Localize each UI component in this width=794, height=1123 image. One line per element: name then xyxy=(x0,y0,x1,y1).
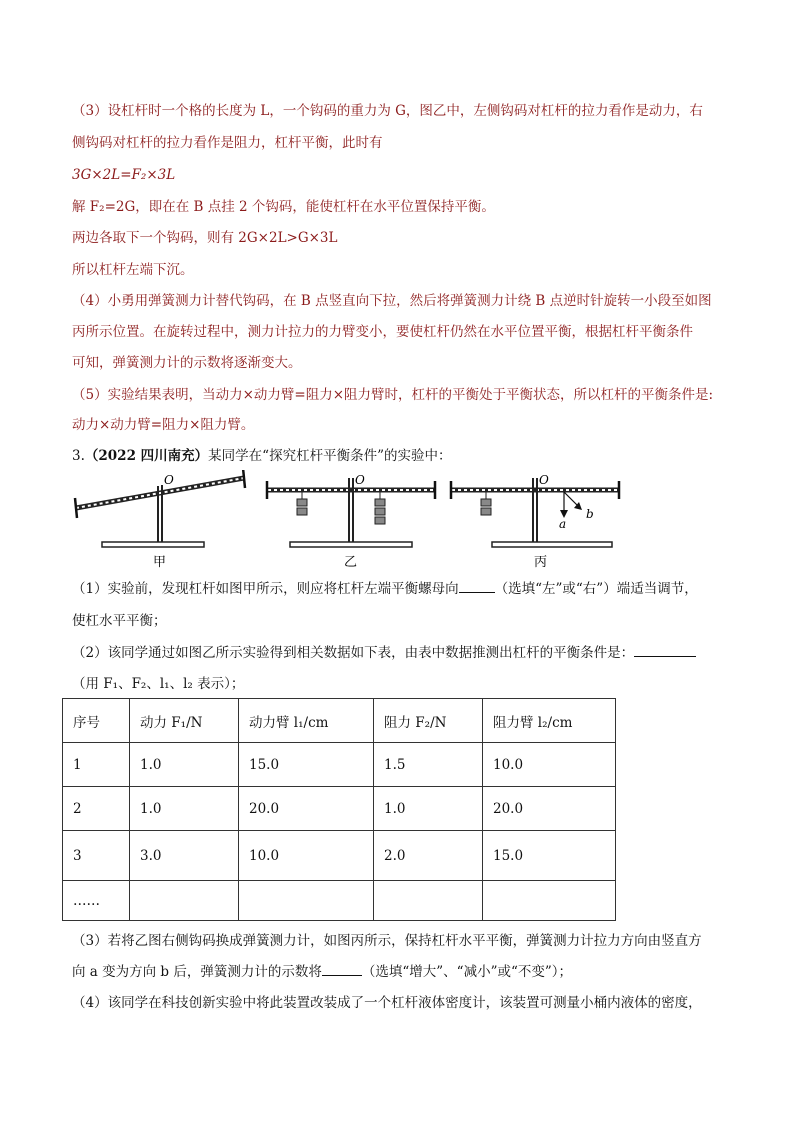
answer-blank-3[interactable] xyxy=(322,975,362,976)
table-cell: 20.0 xyxy=(239,787,374,831)
table-cell: …… xyxy=(63,881,130,921)
solution-p3-line1: （3）设杠杆时一个格的长度为 L，一个钩码的重力为 G，图乙中，左侧钩码对杠杆的拉力看作是动力，右 xyxy=(72,103,703,119)
solution-equation-2: 解 F₂=2G，即在在 B 点挂 2 个钩码，能使杠杆在水平位置保持平衡。 xyxy=(72,199,495,215)
table-cell: 20.0 xyxy=(483,787,616,831)
question-stem-text: 某同学在“探究杠杆平衡条件”的实验中： xyxy=(208,448,452,464)
yi-pivot-label: O xyxy=(355,473,365,487)
table-row xyxy=(63,743,616,787)
table-header-row xyxy=(63,699,616,743)
solution-p5-line2: 动力×动力臂=阻力×阻力臂。 xyxy=(72,417,255,433)
question-2-line1 xyxy=(72,644,696,662)
table-cell: 1.0 xyxy=(130,787,239,831)
solution-p4-line3: 可知，弹簧测力计的示数将逐渐变大。 xyxy=(72,355,302,371)
solution-equation-3: 两边各取下一个钩码，则有 2G×2L>G×3L xyxy=(72,230,338,246)
solution-p4-line1: （4）小勇用弹簧测力计替代钩码，在 B 点竖直向下拉，然后将弹簧测力计绕 B 点逆时针旋转一小段至如图 xyxy=(72,293,712,309)
table-cell: 3.0 xyxy=(130,831,239,881)
question-1-line2: 使杠水平平衡； xyxy=(72,613,167,629)
table-cell: 1 xyxy=(63,743,130,787)
caption-bing: 丙 xyxy=(534,555,548,570)
table-cell: 2.0 xyxy=(374,831,483,881)
table-row xyxy=(63,787,616,831)
solution-conclusion: 所以杠杆左端下沉。 xyxy=(72,262,194,278)
bing-force-arrow-a xyxy=(560,492,568,518)
question-3-text-a: 向 a 变为方向 b 后，弹簧测力计的示数将 xyxy=(72,964,322,980)
question-1-text-b: （选填“左”或“右”）端适当调节， xyxy=(494,581,698,597)
question-3-text-b: （选填“增大”、“减小”或“不变”）； xyxy=(361,964,573,980)
caption-yi: 乙 xyxy=(344,555,358,570)
jia-left-nut xyxy=(75,498,77,518)
jia-pivot-label: O xyxy=(164,473,174,487)
question-4-line1: （4）该同学在科技创新实验中将此装置改装成了一个杠杆液体密度计，该装置可测量小桶内液体的密度， xyxy=(72,995,702,1011)
bing-force-arrow-b xyxy=(564,492,582,510)
jia-right-nut xyxy=(243,470,245,488)
yi-right-weights xyxy=(375,492,385,524)
table-cell: 10.0 xyxy=(483,743,616,787)
table-cell: 1.5 xyxy=(374,743,483,787)
solution-equation-1: 3G×2L=F₂×3L xyxy=(72,167,176,183)
lever-figures xyxy=(60,470,640,580)
figure-yi xyxy=(267,473,435,570)
table-header-cell: 动力 F₁/N xyxy=(130,699,239,743)
question-2-line2: （用 F₁、F₂、l₁、l₂ 表示）； xyxy=(72,676,245,692)
question-number: 3. xyxy=(72,448,85,464)
question-2-text: （2）该同学通过如图乙所示实验得到相关数据如下表，由表中数据推测出杠杆的平衡条件是： xyxy=(72,645,635,661)
bing-left-weights xyxy=(481,492,491,515)
table-cell: 15.0 xyxy=(239,743,374,787)
table-row xyxy=(63,831,616,881)
answer-blank-1[interactable] xyxy=(459,592,495,593)
data-table xyxy=(62,698,616,921)
table-row xyxy=(63,881,616,921)
solution-p3-line2: 侧钩码对杠杆的拉力看作是阻力，杠杆平衡，此时有 xyxy=(72,135,383,151)
jia-lever-scale xyxy=(76,478,244,508)
jia-base xyxy=(102,542,204,547)
table-cell: 10.0 xyxy=(239,831,374,881)
question-stem xyxy=(72,447,451,465)
table-header-cell: 动力臂 l₁/cm xyxy=(239,699,374,743)
bing-label-a: a xyxy=(559,517,567,531)
table-cell: 15.0 xyxy=(483,831,616,881)
answer-blank-2[interactable] xyxy=(634,656,696,657)
table-header-cell: 序号 xyxy=(63,699,130,743)
bing-pivot-label: O xyxy=(539,473,549,487)
table-cell: 1.0 xyxy=(130,743,239,787)
yi-left-weights xyxy=(297,492,307,515)
caption-jia: 甲 xyxy=(153,555,167,570)
table-cell: 1.0 xyxy=(374,787,483,831)
table-cell: 2 xyxy=(63,787,130,831)
table-cell xyxy=(483,881,616,921)
solution-p4-line2: 丙所示位置。在旋转过程中，测力计拉力的力臂变小，要使杠杆仍然在水平位置平衡，根据杠杆平衡条件 xyxy=(72,324,693,340)
bing-label-b: b xyxy=(586,507,594,521)
table-header-cell: 阻力臂 l₂/cm xyxy=(483,699,616,743)
table-cell xyxy=(130,881,239,921)
figure-jia xyxy=(75,470,245,570)
table-cell xyxy=(374,881,483,921)
table-cell: 3 xyxy=(63,831,130,881)
question-3-line1: （3）若将乙图右侧钩码换成弹簧测力计，如图丙所示，保持杠杆水平平衡，弹簧测力计拉力方向由竖直方 xyxy=(72,933,702,949)
figure-bing xyxy=(451,473,619,570)
bing-base xyxy=(492,542,612,547)
question-1-text-a: （1）实验前，发现杠杆如图甲所示，则应将杠杆左端平衡螺母向 xyxy=(72,581,459,597)
table-cell xyxy=(239,881,374,921)
question-3-line2 xyxy=(72,963,572,981)
solution-p5-line1: （5）实验结果表明，当动力×动力臂=阻力×阻力臂时，杠杆的平衡处于平衡状态，所以杠杆的平衡条件是: xyxy=(72,387,714,403)
table-header-cell: 阻力 F₂/N xyxy=(374,699,483,743)
question-source: （2022 四川南充） xyxy=(84,448,209,464)
question-1-line1 xyxy=(72,580,698,598)
yi-base xyxy=(290,542,412,547)
